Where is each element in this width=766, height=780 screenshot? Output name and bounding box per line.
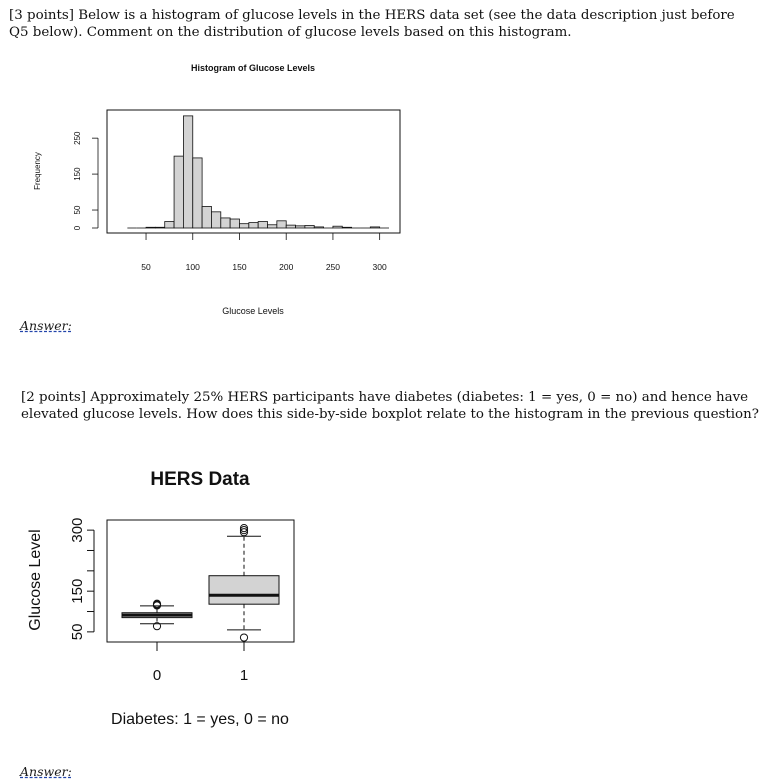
histogram-x-label: Glucose Levels [222, 306, 284, 316]
boxplot-x-tick-label: 0 [152, 667, 162, 684]
histogram-y-tick-label: 50 [73, 205, 82, 215]
boxplot-box [209, 576, 279, 604]
question-1-text: [3 points] Below is a histogram of glucose levels in the HERS data set (see the data description just before Q5 below). Comment on the distribution of glucose levels based on this histogram. [9, 8, 735, 40]
boxplot-x-label: Diabetes: 1 = yes, 0 = no [111, 711, 289, 728]
boxplot-group-0 [122, 600, 192, 630]
boxplot-title: HERS Data [150, 469, 250, 490]
histogram-x-tick-label: 150 [232, 262, 247, 272]
answer-1-label: Answer: [20, 318, 72, 333]
histogram-y-tick-label: 150 [73, 167, 82, 181]
histogram-x-tick-label: 250 [325, 262, 341, 272]
histogram-x-tick-label: 100 [185, 262, 200, 272]
histogram-title: Histogram of Glucose Levels [190, 63, 316, 73]
boxplot-y-tick-label: 300 [69, 517, 86, 543]
histogram-y-tick-label: 0 [73, 225, 82, 231]
boxplot-y-label: Glucose Level [27, 529, 44, 631]
histogram-x-tick-label: 300 [372, 262, 387, 272]
histogram-y-tick-label: 250 [73, 131, 82, 145]
boxplot-y-tick-label: 150 [69, 578, 86, 604]
question-2-text: [2 points] Approximately 25% HERS participants have diabetes (diabetes: 1 = yes, 0 = no) and hence have elevated glucose levels. How does this side-by-side boxplot relate to the histogram in the previous question? [21, 390, 759, 422]
boxplot-y-tick-label: 50 [69, 623, 86, 641]
boxplot-x-tick-label: 1 [239, 667, 249, 684]
histogram-x-tick-label: 200 [279, 262, 294, 272]
boxplot-group-1 [209, 525, 279, 642]
histogram-y-label: Frequency [33, 152, 42, 190]
boxplot-outlier [240, 634, 247, 641]
answer-2-label: Answer: [20, 764, 72, 779]
histogram-x-tick-label: 50 [141, 262, 151, 272]
